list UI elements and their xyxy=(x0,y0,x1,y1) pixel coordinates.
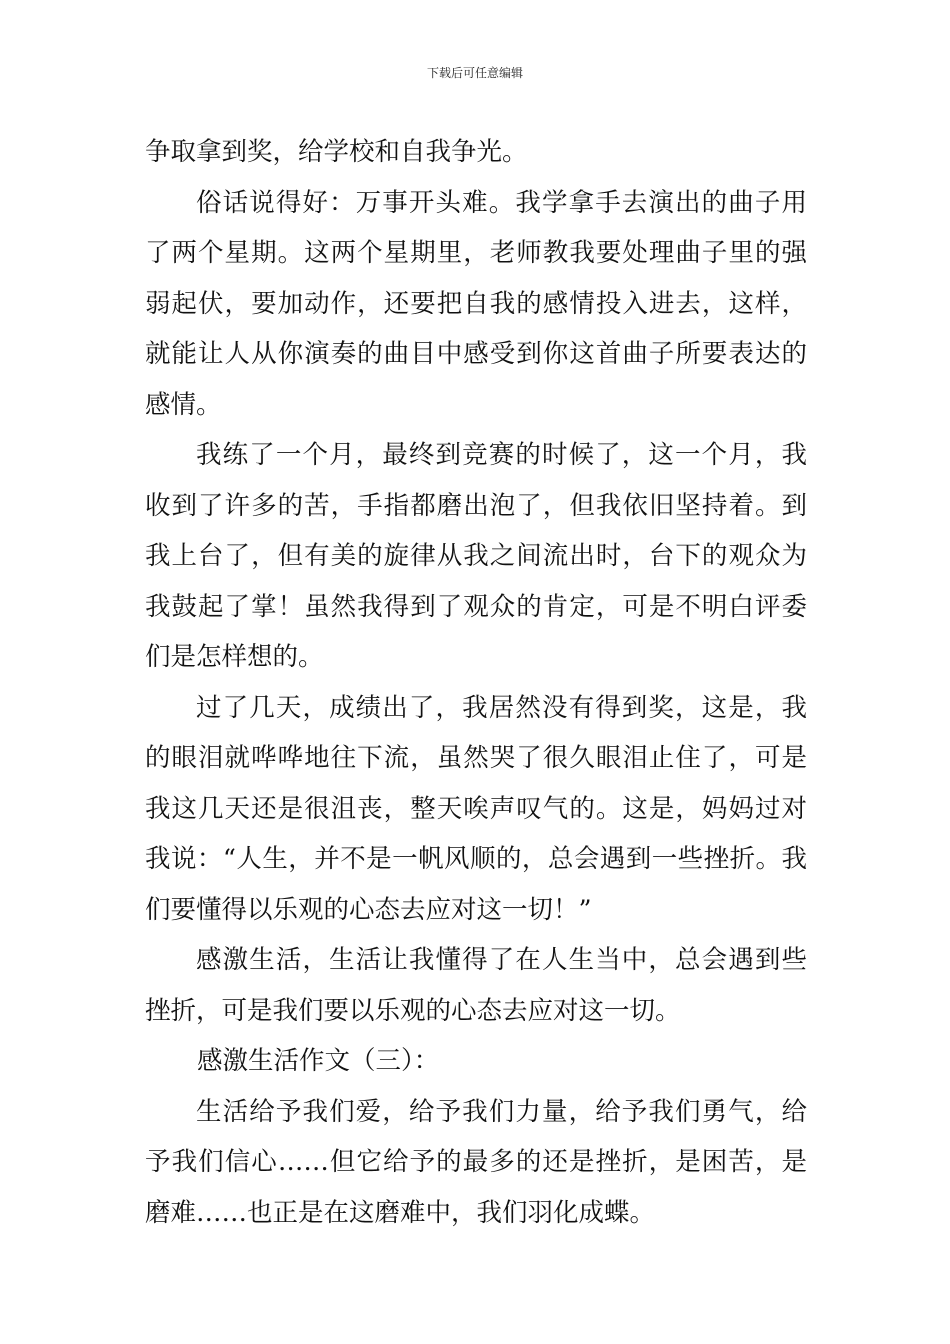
paragraph: 生活给予我们爱，给予我们力量，给予我们勇气，给予我们信心……但它给予的最多的还是挫折，是困苦，是磨难……也正是在这磨难中，我们羽化成蝶。 xyxy=(145,1096,807,1228)
document-body xyxy=(145,127,807,1238)
paragraph: 俗话说得好：万事开头难。我学拿手去演出的曲子用了两个星期。这两个星期里，老师教我要处理曲子里的强弱起伏，要加动作，还要把自我的感情投入进去，这样，就能让人从你演奏的曲目中感受到你这首曲子所要表达的感情。 xyxy=(145,187,807,420)
section-heading: 感激生活作文（三）： xyxy=(197,1046,440,1076)
paragraph: 过了几天，成绩出了，我居然没有得到奖，这是，我的眼泪就哗哗地往下流，虽然哭了很久眼泪止住了，可是我这几天还是很沮丧，整天唉声叹气的。这是，妈妈过对我说：“人生，并不是一帆风顺的，总会遇到一些挫折。我们要懂得以乐观的心态去应对这一切！” xyxy=(145,692,807,925)
paragraph-continuation: 争取拿到奖，给学校和自我争光。 xyxy=(145,137,528,167)
paragraph: 我练了一个月，最终到竞赛的时候了，这一个月，我收到了许多的苦，手指都磨出泡了，但我依旧坚持着。到我上台了，但有美的旋律从我之间流出时，台下的观众为我鼓起了掌！虽然我得到了观众的肯定，可是不明白评委们是怎样想的。 xyxy=(145,440,807,672)
paragraph: 感激生活，生活让我懂得了在人生当中，总会遇到些挫折，可是我们要以乐观的心态去应对这一切。 xyxy=(145,945,807,1026)
page-header-note: 下载后可任意编辑 xyxy=(426,66,523,80)
